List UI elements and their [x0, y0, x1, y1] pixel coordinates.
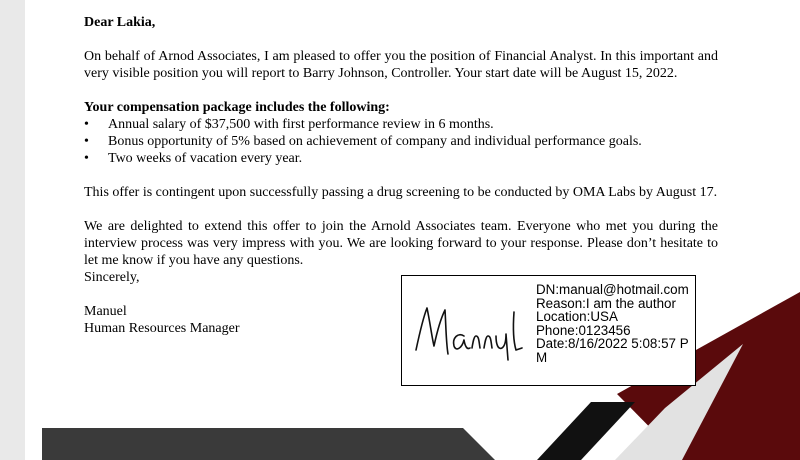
signer-title: Human Resources Manager: [84, 321, 240, 336]
list-item: • Bonus opportunity of 5% based on achievement of company and individual performance goals.: [84, 134, 642, 149]
signature-dn: DN:manual@hotmail.com: [536, 282, 689, 297]
compensation-heading: Your compensation package includes the following:: [84, 100, 390, 115]
sign-off: Sincerely,: [84, 270, 140, 285]
digital-signature-box[interactable]: [401, 275, 696, 386]
contingency-paragraph: This offer is contingent upon successfully passing a drug screening to be conducted by OMA Labs by August 17.: [84, 185, 718, 200]
list-item: • Two weeks of vacation every year.: [84, 151, 303, 166]
closing-paragraph: We are delighted to extend this offer to join the Arnold Associates team. Everyone who met you during the interview process was very impress with you. We are looking forward to your response. Please don’t hesitate to let me know if you have any questions.: [84, 219, 718, 268]
signature-reason: Reason:I am the author: [536, 295, 676, 311]
signature-details: [536, 283, 694, 364]
list-item: • Annual salary of $37,500 with first performance review in 6 months.: [84, 117, 494, 132]
signature-phone: Phone:0123456: [536, 322, 631, 338]
black-chevron: [537, 402, 635, 460]
handwritten-signature: [410, 302, 528, 366]
signer-name: Manuel: [84, 304, 127, 319]
greeting: Dear Lakia,: [84, 15, 156, 30]
intro-paragraph: On behalf of Arnod Associates, I am pleased to offer you the position of Financial Analyst. In this important and very visible position you will report to Barry Johnson, Controller. Your start date will be August 15, 2022.: [84, 49, 718, 81]
signature-date: Date:8/16/2022 5:08:57 PM: [536, 336, 689, 365]
letter-page: [25, 0, 800, 460]
dark-gray-band: [42, 428, 495, 460]
signature-location: Location:USA: [536, 309, 618, 324]
decorative-footer-shapes: [25, 0, 800, 460]
